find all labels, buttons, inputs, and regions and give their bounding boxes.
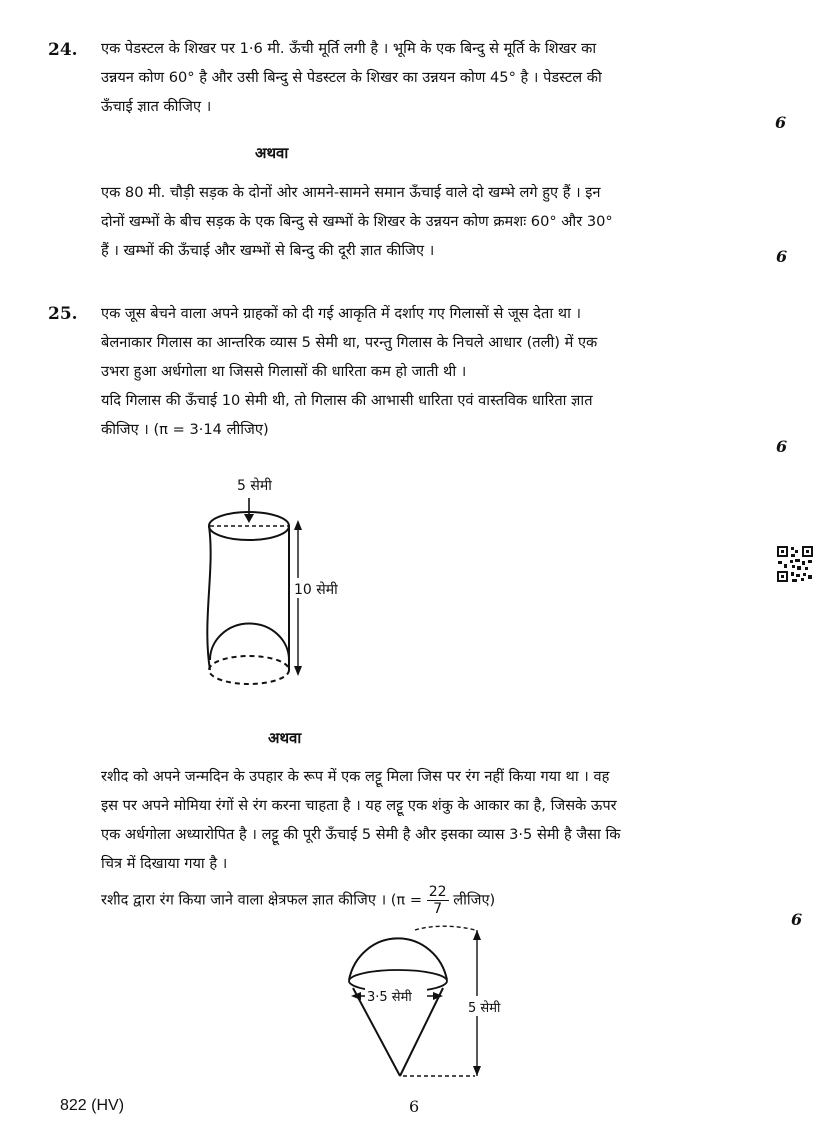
glass-hemisphere-bump [210, 624, 289, 660]
question-24-text [101, 34, 756, 121]
glass-base-ellipse [209, 656, 289, 684]
q25-line-5: कीजिए । (π = 3·14 लीजिए) [101, 421, 269, 438]
total-height-arrow-bottom [473, 1066, 481, 1076]
q24-or-label: अथवा [255, 144, 289, 162]
figure-glass-height-label: 10 सेमी [294, 582, 338, 598]
pi-fraction-numerator: 22 [428, 884, 447, 900]
q24-line-3: ऊँचाई ज्ञात कीजिए । [101, 98, 212, 115]
figure-top-diameter-label: 3·5 सेमी [367, 990, 412, 1005]
q25-alt-line-3: एक अर्धगोला अध्यारोपित है । लट्टू की पूरी ऊँचाई 5 सेमी है और इसका व्यास 3·5 सेमी है जैसा कि [101, 826, 621, 843]
qr-code-icon [776, 545, 814, 583]
q25-alt-last-line [101, 884, 495, 917]
q25-alt-marks: 6 [791, 910, 803, 929]
diameter-pointer-arrowhead [244, 514, 254, 523]
question-25-text [101, 299, 756, 444]
q25-marks: 6 [776, 437, 788, 456]
figure-glass-diameter-label: 5 सेमी [237, 478, 272, 494]
glass-left-side [207, 526, 210, 670]
figure-top-height-label: 5 सेमी [468, 1001, 501, 1016]
q25-line-2: बेलनाकार गिलास का आन्तरिक व्यास 5 सेमी था, परन्तु गिलास के निचले आधार (तली) में एक [101, 334, 598, 351]
height-arrow-bottom [294, 666, 302, 676]
q24-alt-line-1: एक 80 मी. चौड़ी सड़क के दोनों ओर आमने-सामने समान ऊँचाई वाले दो खम्भे लगे हुए हैं । इन [101, 184, 601, 201]
q24-line-1: एक पेडस्टल के शिखर पर 1·6 मी. ऊँची मूर्ति लगी है । भूमि के एक बिन्दु से मूर्ति के शिखर का [101, 40, 597, 57]
q25-alt-last-line-prefix: रशीद द्वारा रंग किया जाने वाला क्षेत्रफल ज्ञात कीजिए । (π = [101, 891, 423, 909]
q25-alt-line-4: चित्र में दिखाया गया है । [101, 855, 228, 872]
q25-alt-line-1: रशीद को अपने जन्मदिन के उपहार के रूप में एक लट्टू मिला जिस पर रंग नहीं किया गया था । वह [101, 768, 610, 785]
q24-alt-marks: 6 [776, 247, 788, 266]
question-24-alternative-text [101, 178, 756, 265]
q24-marks: 6 [775, 113, 787, 132]
q25-alt-last-line-suffix: लीजिए) [453, 891, 496, 909]
question-number-25: 25. [48, 304, 78, 324]
question-number-24: 24. [48, 40, 78, 60]
q25-line-4: यदि गिलास की ऊँचाई 10 सेमी थी, तो गिलास की आभासी धारिता एवं वास्तविक धारिता ज्ञात [101, 392, 593, 409]
question-25-alternative-text [101, 762, 766, 878]
q25-line-3: उभरा हुआ अर्धगोला था जिससे गिलासों की धारिता कम हो जाती थी । [101, 363, 467, 380]
q25-or-label: अथवा [268, 729, 302, 747]
figure-glass [190, 470, 370, 700]
pi-fraction [427, 884, 449, 917]
page-number: 6 [409, 1097, 420, 1116]
paper-code: 822 (HV) [60, 1097, 125, 1114]
q25-line-1: एक जूस बेचने वाला अपने ग्राहकों को दी गई आकृति में दर्शाए गए गिलासों से जूस देता था । [101, 305, 582, 322]
q24-alt-line-2: दोनों खम्भों के बीच सड़क के एक बिन्दु से खम्भों के शिखर के उन्नयन कोण क्रमशः 60° और 30° [101, 213, 613, 230]
pi-fraction-denominator: 7 [433, 901, 443, 917]
total-height-arrow-top [473, 930, 481, 940]
q24-line-2: उन्नयन कोण 60° है और उसी बिन्दु से पेडस्टल के शिखर का उन्नयन कोण 45° है । पेडस्टल की [101, 69, 602, 86]
height-guide-top [415, 926, 475, 930]
figure-top [335, 918, 525, 1088]
q24-alt-line-3: हैं । खम्भों की ऊँचाई और खम्भों से बिन्दु की दूरी ज्ञात कीजिए । [101, 242, 435, 259]
height-arrow-top [294, 520, 302, 530]
q25-alt-line-2: इस पर अपने मोमिया रंगों से रंग करना चाहता है । यह लट्टू एक शंकु के आकार का है, जिसके ऊपर [101, 797, 617, 814]
